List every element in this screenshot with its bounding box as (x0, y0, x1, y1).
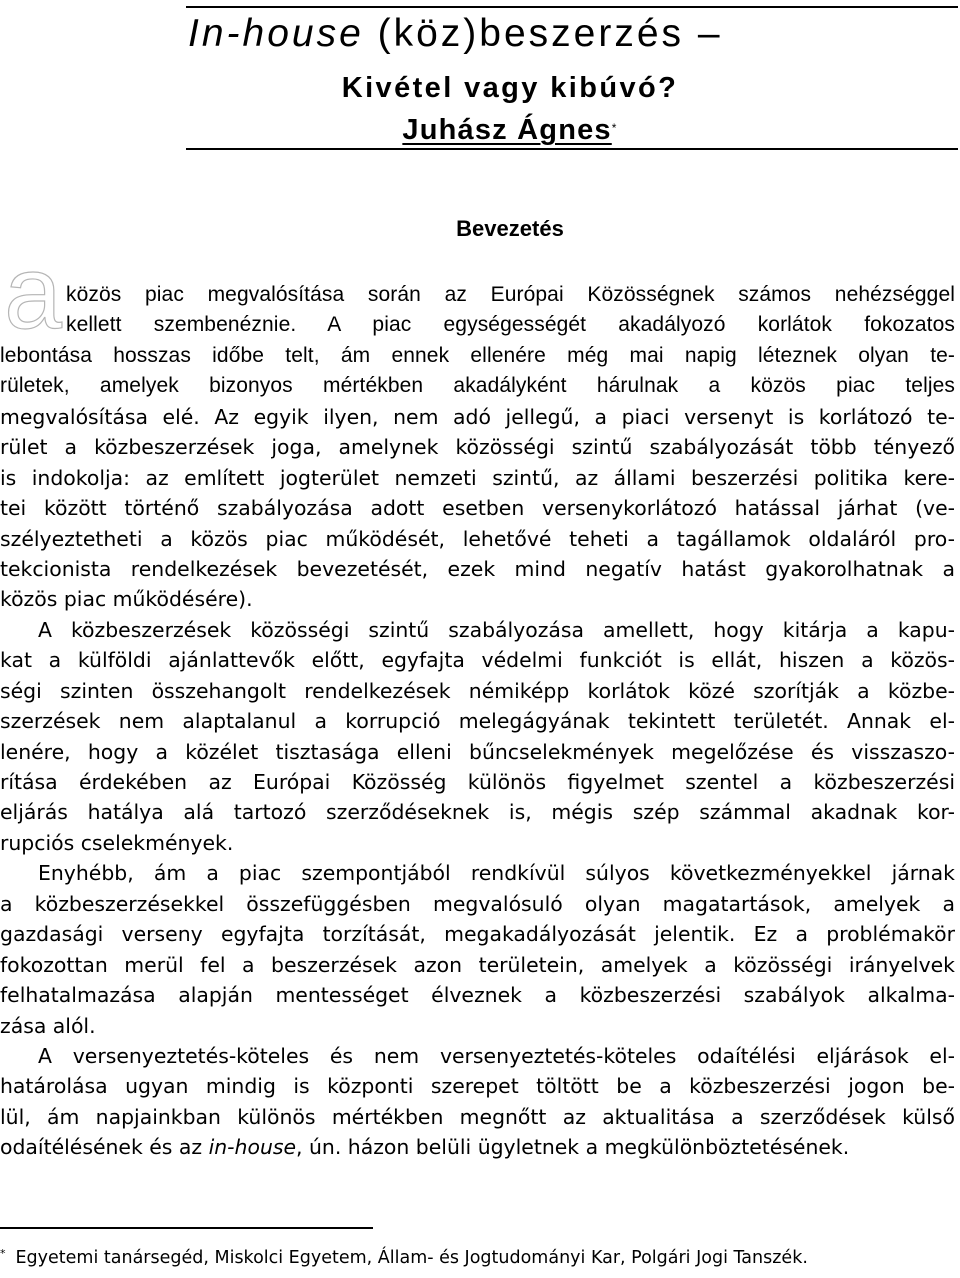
text-line: A közbeszerzések közösségi szintű szabályozása amellett, hogy kitárja a kapu- (38, 617, 955, 642)
text-line: Enyhébb, ám a piac szempontjából rendkívül súlyos következményekkel járnak (38, 861, 955, 886)
text-line: szélyeztetheti a közös piac működését, lehetővé teheti a tagállamok oldaláról pro- (0, 526, 955, 551)
text-line: felhatalmazása alapján mentességet élveznek a közbeszerzési szabályok alkalma- (0, 983, 955, 1008)
text-line: közös piac működésére). (0, 587, 253, 612)
title-italic-part: In-house (188, 12, 364, 55)
text-line: szerzések nem alaptalanul a korrupció melegágyának tekintett területét. Annak el- (0, 709, 955, 734)
text-segment: odaítélésének és az (0, 1135, 209, 1160)
title-bottom-rule (186, 148, 958, 150)
title-rest: (köz)beszerzés – (363, 12, 723, 55)
text-line: zása alól. (0, 1013, 96, 1038)
text-line: rupciós cselekmények. (0, 830, 234, 855)
title-top-rule (186, 6, 958, 8)
text-line: A versenyeztetés-köteles és nem versenyeztetés-köteles odaítélési eljárások el- (38, 1043, 955, 1068)
drop-cap-letter: a (4, 235, 62, 351)
footnote-text: Egyetemi tanársegéd, Miskolci Egyetem, Állam- és Jogtudományi Kar, Polgári Jogi Tanszék. (15, 1248, 808, 1268)
footnote-separator (0, 1227, 373, 1229)
text-line: rületek, amelyek bizonyos mértékben akadályként hárulnak a közös piac teljes (0, 374, 955, 398)
text-line: határolása ugyan mindig is központi szerepet töltött be a közbeszerzési jogon be- (0, 1074, 955, 1099)
text-line: rítása érdekében az Európai Közösség különös figyelmet szentel a közbeszerzési (0, 770, 955, 794)
text-line: eljárás hatálya alá tartozó szerződéseknek is, mégis szép számmal akadnak kor- (0, 800, 955, 825)
text-line: rület a közbeszerzések joga, amelynek közösségi szintű szabályozását több tényező (0, 435, 955, 460)
author-line (0, 112, 960, 148)
text-line: ségi szinten összehangolt rendelkezések némiképp korlátok közé szorítják a közbe- (0, 678, 955, 703)
body-text (0, 280, 955, 1163)
text-segment: , ún. házon belüli ügyletnek a megkülönböztetésének. (296, 1135, 850, 1160)
text-line: lenére, hogy a közélet tisztasága elleni bűncselekmények megelőzése és visszaszo- (0, 739, 955, 764)
text-line: tekcionista rendelkezések bevezetését, ezek mind negatív hatást gyakorolhatnak a (0, 556, 955, 581)
footnote (0, 1245, 808, 1271)
text-line: tei között történő szabályozása adott esetben versenykorlátozó hatással járhat (ve- (0, 496, 955, 521)
author-name: Juhász Ágnes (402, 114, 612, 146)
text-line (0, 1132, 955, 1162)
text-line: kellett szembenéznie. A piac egységességét akadályozó korlátok fokozatos (66, 313, 955, 337)
text-line: fokozottan merül fel a beszerzések azon területein, amelyek a közösségi irányelvek (0, 952, 955, 977)
author-footnote-mark: * (611, 121, 618, 135)
italic-term: in-house (208, 1135, 297, 1160)
footnote-mark: * (0, 1247, 6, 1260)
text-line: lül, ám napjainkban különös mértékben megnőtt az aktualitása a szerződések külső (0, 1104, 955, 1129)
text-line: közös piac megvalósítása során az Európai Közösségnek számos nehézséggel (66, 283, 955, 306)
text-line: kat a külföldi ajánlattevők előtt, egyfajta védelmi funkciót is ellát, hiszen a közös- (0, 648, 955, 673)
text-line: a közbeszerzésekkel összefüggésben megvalósuló olyan magatartások, amelyek a (0, 891, 955, 916)
text-line: megvalósítása elé. Az egyik ilyen, nem adó jellegű, a piaci versenyt is korlátozó te- (0, 404, 955, 429)
document-title (188, 12, 723, 56)
document-subtitle: Kivétel vagy kibúvó? (341, 72, 679, 104)
text-line: lebontása hosszas időbe telt, ám ennek ellenére még mai napig léteznek olyan te- (0, 343, 955, 367)
text-line: gazdasági verseny egyfajta torzítását, megakadályozását jelentik. Ez a problémakör (0, 922, 955, 947)
section-heading: Bevezetés (456, 216, 564, 241)
text-line: is indokolja: az említett jogterület nemzeti szintű, az állami beszerzési politika kere- (0, 465, 955, 490)
